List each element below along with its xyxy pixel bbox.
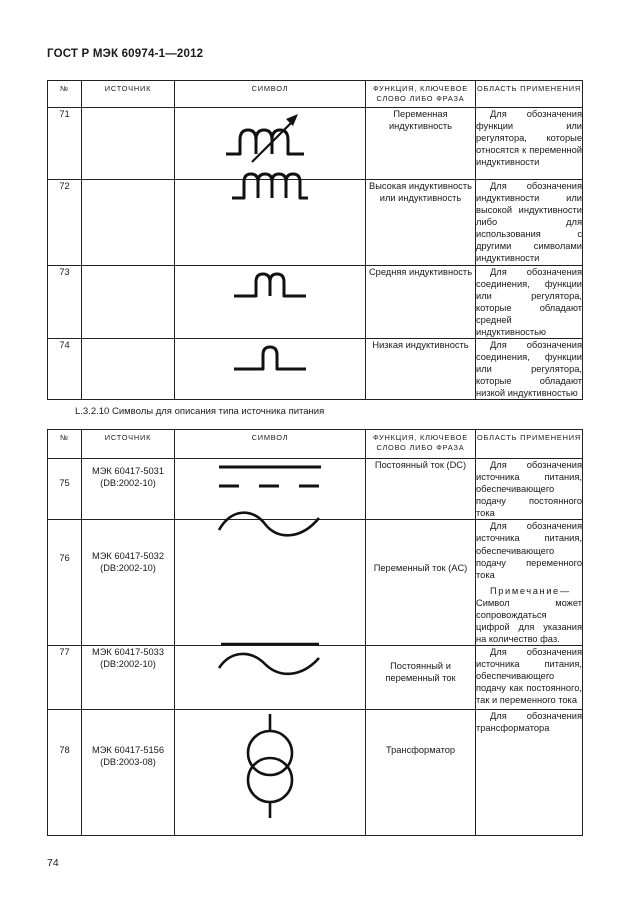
row-function: Постоянный и переменный ток — [366, 646, 476, 710]
power-source-symbols-table — [47, 429, 583, 836]
row-number: 77 — [48, 646, 82, 710]
row-source — [82, 180, 175, 266]
table-row — [48, 265, 583, 338]
row-number: 72 — [48, 180, 82, 266]
table-header-row — [48, 430, 583, 459]
row-area: Для обозначения источника питания, обеспечивающего подачу как постоянного, так и переменного тока — [476, 646, 583, 710]
row-number: 73 — [48, 265, 82, 338]
row-source — [82, 265, 175, 338]
col-header-symbol: СИМВОЛ — [175, 81, 366, 108]
row-function: Средняя индуктивность — [366, 265, 476, 338]
row-area: Для обозначения индуктивности или высокой индуктивности либо для использования с другими символами индуктивности — [476, 181, 582, 264]
row-function: Переменная индуктивность — [366, 108, 476, 180]
table-row — [48, 108, 583, 180]
alternating-current-symbol — [175, 520, 366, 646]
high-inductance-symbol — [175, 180, 366, 266]
col-header-area: ОБЛАСТЬ ПРИМЕНЕНИЯ — [476, 81, 583, 108]
dc-and-ac-symbol — [175, 646, 366, 710]
row-source — [82, 108, 175, 180]
page-number: 74 — [47, 857, 59, 869]
row-number: 78 — [48, 710, 82, 836]
col-header-area: ОБЛАСТЬ ПРИМЕНЕНИЯ — [476, 430, 583, 459]
row-function: Высокая индуктивность или индуктивность — [366, 180, 476, 266]
table-row — [48, 710, 583, 836]
col-header-source: ИСТОЧНИК — [82, 81, 175, 108]
col-header-num: № — [48, 430, 82, 459]
row-number: 74 — [48, 339, 82, 400]
note-label: Примечание — [490, 585, 560, 596]
row-number: 76 — [48, 520, 82, 646]
page-header: ГОСТ Р МЭК 60974-1—2012 — [47, 48, 204, 60]
row-area: Для обозначения соединения, функции или регулятора, которые обладают средней индуктивностью — [476, 266, 582, 337]
table-header-row — [48, 81, 583, 108]
table-row — [48, 520, 583, 646]
row-function: Низкая индуктивность — [366, 339, 476, 400]
col-header-source: ИСТОЧНИК — [82, 430, 175, 459]
row-source: МЭК 60417-5032 (DB:2002-10) — [82, 520, 175, 646]
row-area: Для обозначения соединения, функции или регулятора, которые обладают низкой индуктивностью — [476, 340, 582, 399]
col-header-symbol: СИМВОЛ — [175, 430, 366, 459]
low-inductance-symbol — [175, 339, 366, 400]
row-number: 71 — [48, 108, 82, 180]
transformer-symbol — [175, 710, 366, 836]
section-title: L.3.2.10 Символы для описания типа источника питания — [75, 406, 325, 417]
row-source — [82, 339, 175, 400]
row-area: Для обозначения источника питания, обеспечивающего подачу переменного тока Примечание— Символ может сопровождаться цифрой для указания на количество фаз. — [476, 521, 582, 645]
col-header-num: № — [48, 81, 82, 108]
row-source: МЭК 60417-5033 (DB:2002-10) — [82, 646, 175, 710]
row-source: МЭК 60417-5156 (DB:2003-08) — [82, 710, 175, 836]
col-header-function: ФУНКЦИЯ, КЛЮЧЕВОЕ СЛОВО ЛИБО ФРАЗА — [366, 81, 476, 108]
row-area: Для обозначения функции или регулятора, которые относятся к переменной индуктивности — [476, 108, 583, 180]
note-text: — Символ может сопровождаться цифрой для указания на количество фаз. — [476, 585, 582, 645]
row-area: Для обозначения трансформатора — [476, 710, 583, 836]
col-header-function: ФУНКЦИЯ, КЛЮЧЕВОЕ СЛОВО ЛИБО ФРАЗА — [366, 430, 476, 459]
medium-inductance-symbol — [175, 265, 366, 338]
row-number: 75 — [48, 459, 82, 520]
table-row — [48, 180, 583, 266]
table-row — [48, 646, 583, 710]
inductance-symbols-table — [47, 80, 583, 400]
row-source: МЭК 60417-5031 (DB:2002-10) — [82, 459, 175, 520]
row-function: Постоянный ток (DC) — [366, 459, 476, 520]
row-function: Переменный ток (AC) — [366, 520, 476, 646]
row-function: Трансформатор — [366, 710, 476, 836]
row-area: Для обозначения источника питания, обеспечивающего подачу постоянного тока — [476, 460, 582, 519]
table-row — [48, 339, 583, 400]
